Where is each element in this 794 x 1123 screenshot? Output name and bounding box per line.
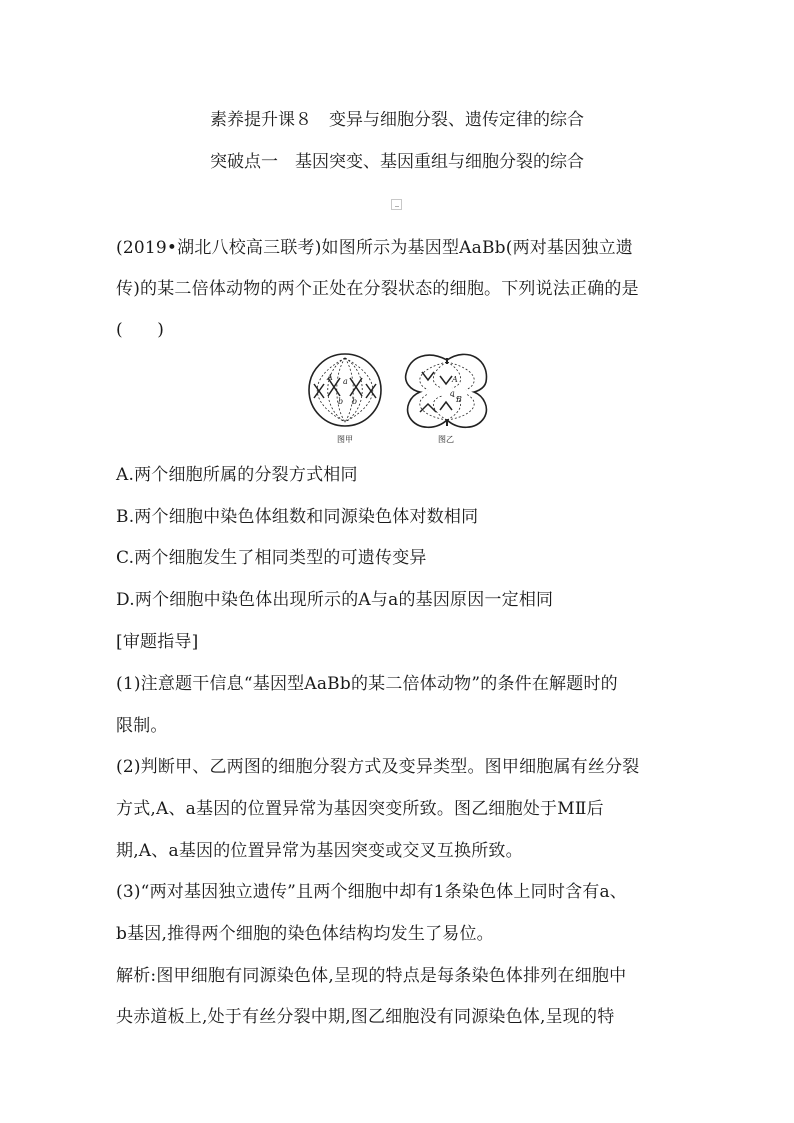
guide-line-5: 期,A、a基因的位置异常为基因突变或交叉互换所致。: [116, 841, 523, 861]
question-line-3: ( ): [116, 320, 165, 340]
cell-yi-gene-1: A: [452, 375, 458, 384]
guide-line-6: (3)“两对基因独立遗传”且两个细胞中却有1条染色体上同时含有a、: [116, 882, 628, 902]
option-c: C.两个细胞发生了相同类型的可遗传变异: [116, 548, 427, 568]
question-line-2: 传)的某二倍体动物的两个正处在分裂状态的细胞。下列说法正确的是: [116, 279, 639, 299]
section-subtitle: 突破点一 基因突变、基因重组与细胞分裂的综合: [210, 152, 584, 172]
analysis-line-2: 央赤道板上,处于有丝分裂中期,图乙细胞没有同源染色体,呈现的特: [116, 1007, 615, 1027]
question-line-1: (2019•湖北八校高三联考)如图所示为基因型AaBb(两对基因独立遗: [116, 238, 633, 258]
option-b: B.两个细胞中染色体组数和同源染色体对数相同: [116, 507, 479, 527]
cell-yi: [406, 354, 487, 427]
option-a: A.两个细胞所属的分裂方式相同: [116, 465, 358, 485]
cell-division-figure: [300, 350, 492, 450]
cell-jia-gene-4: b: [352, 397, 358, 406]
analysis-line-1: 解析:图甲细胞有同源染色体,呈现的特点是每条染色体排列在细胞中: [116, 966, 627, 986]
image-placeholder-icon: [391, 199, 402, 210]
cell-jia-gene-1: A: [327, 373, 333, 382]
cell-jia: [309, 354, 381, 426]
guide-line-2: 限制。: [116, 716, 168, 736]
guide-line-3: (2)判断甲、乙两图的细胞分裂方式及变异类型。图甲细胞属有丝分裂: [116, 757, 640, 777]
guide-line-4: 方式,A、a基因的位置异常为基因突变所致。图乙细胞处于MⅡ后: [116, 799, 604, 819]
cell-diagram: [300, 350, 492, 450]
cell-jia-gene-2: a: [343, 377, 348, 386]
guide-line-7: b基因,推得两个细胞的染色体结构均发生了易位。: [116, 924, 494, 944]
cell-yi-gene-3: B: [456, 395, 462, 404]
guide-heading: [审题指导]: [116, 632, 199, 652]
cell-yi-caption: 图乙: [438, 435, 454, 444]
cell-yi-gene-2: a: [450, 389, 455, 398]
option-d: D.两个细胞中染色体出现所示的A与a的基因原因一定相同: [116, 590, 554, 610]
guide-line-1: (1)注意题干信息“基因型AaBb的某二倍体动物”的条件在解题时的: [116, 674, 618, 694]
page-title: 素养提升课８ 变异与细胞分裂、遗传定律的综合: [210, 110, 584, 130]
cell-jia-gene-3: b: [338, 397, 344, 406]
cell-jia-caption: 图甲: [337, 435, 353, 444]
